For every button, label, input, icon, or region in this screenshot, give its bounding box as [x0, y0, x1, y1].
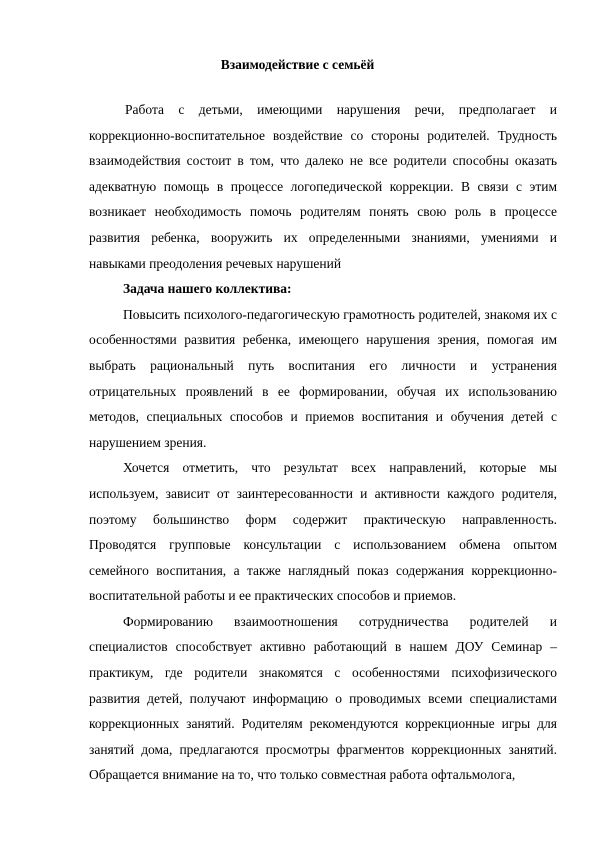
- paragraph-cooperation: Формированию взаимоотношения сотрудничества родителей и специалистов способствует активно работающий в нашем ДОУ Семинар – практикум, где родители знакомятся с особенностями психофизического развития детей, получают информацию о проводимых всеми специалистами коррекционных занятий. Родителям рекомендуются коррекционные игры для занятий дома, предлагаются просмотры фрагментов коррекционных занятий. Обращается внимание на то, что только совместная работа офтальмолога,: [89, 613, 557, 783]
- section-heading-task: Задача нашего коллектива:: [123, 281, 292, 297]
- document-body: [89, 97, 557, 788]
- paragraph-intro: Работа с детьми, имеющими нарушения речи, предполагает и коррекционно-воспитательное воздействие со стороны родителей. Трудность взаимодействия состоит в том, что далеко не все родители способны оказать адекватную помощь в процессе логопедической коррекции. В связи с этим возникает необходимость помочь родителям понять свою роль в процессе развития ребенка, вооружить их определенными знаниями, умениями и навыками преодоления речевых нарушений: [89, 102, 557, 271]
- document-title: Взаимодействие с семьёй: [220, 57, 375, 72]
- paragraph-task: Повысить психолого-педагогическую грамотность родителей, знакомя их с особенностями развития ребенка, имеющего нарушения зрения, помогая им выбрать рациональный путь воспитания его личности и устранения отрицательных проявлений в ее формировании, обучая их использованию методов, специальных способов и приемов воспитания и обучения детей с нарушением зрения.: [89, 306, 557, 450]
- paragraph-results: Хочется отметить, что результат всех направлений, которые мы используем, зависит от заинтересованности и активности каждого родителя, поэтому большинство форм содержит практическую направленность. Проводятся групповые консультации с использованием обмена опытом семейного воспитания, а также наглядный показ содержания коррекционно-воспитательной работы и ее практических способов и приемов.: [89, 460, 557, 604]
